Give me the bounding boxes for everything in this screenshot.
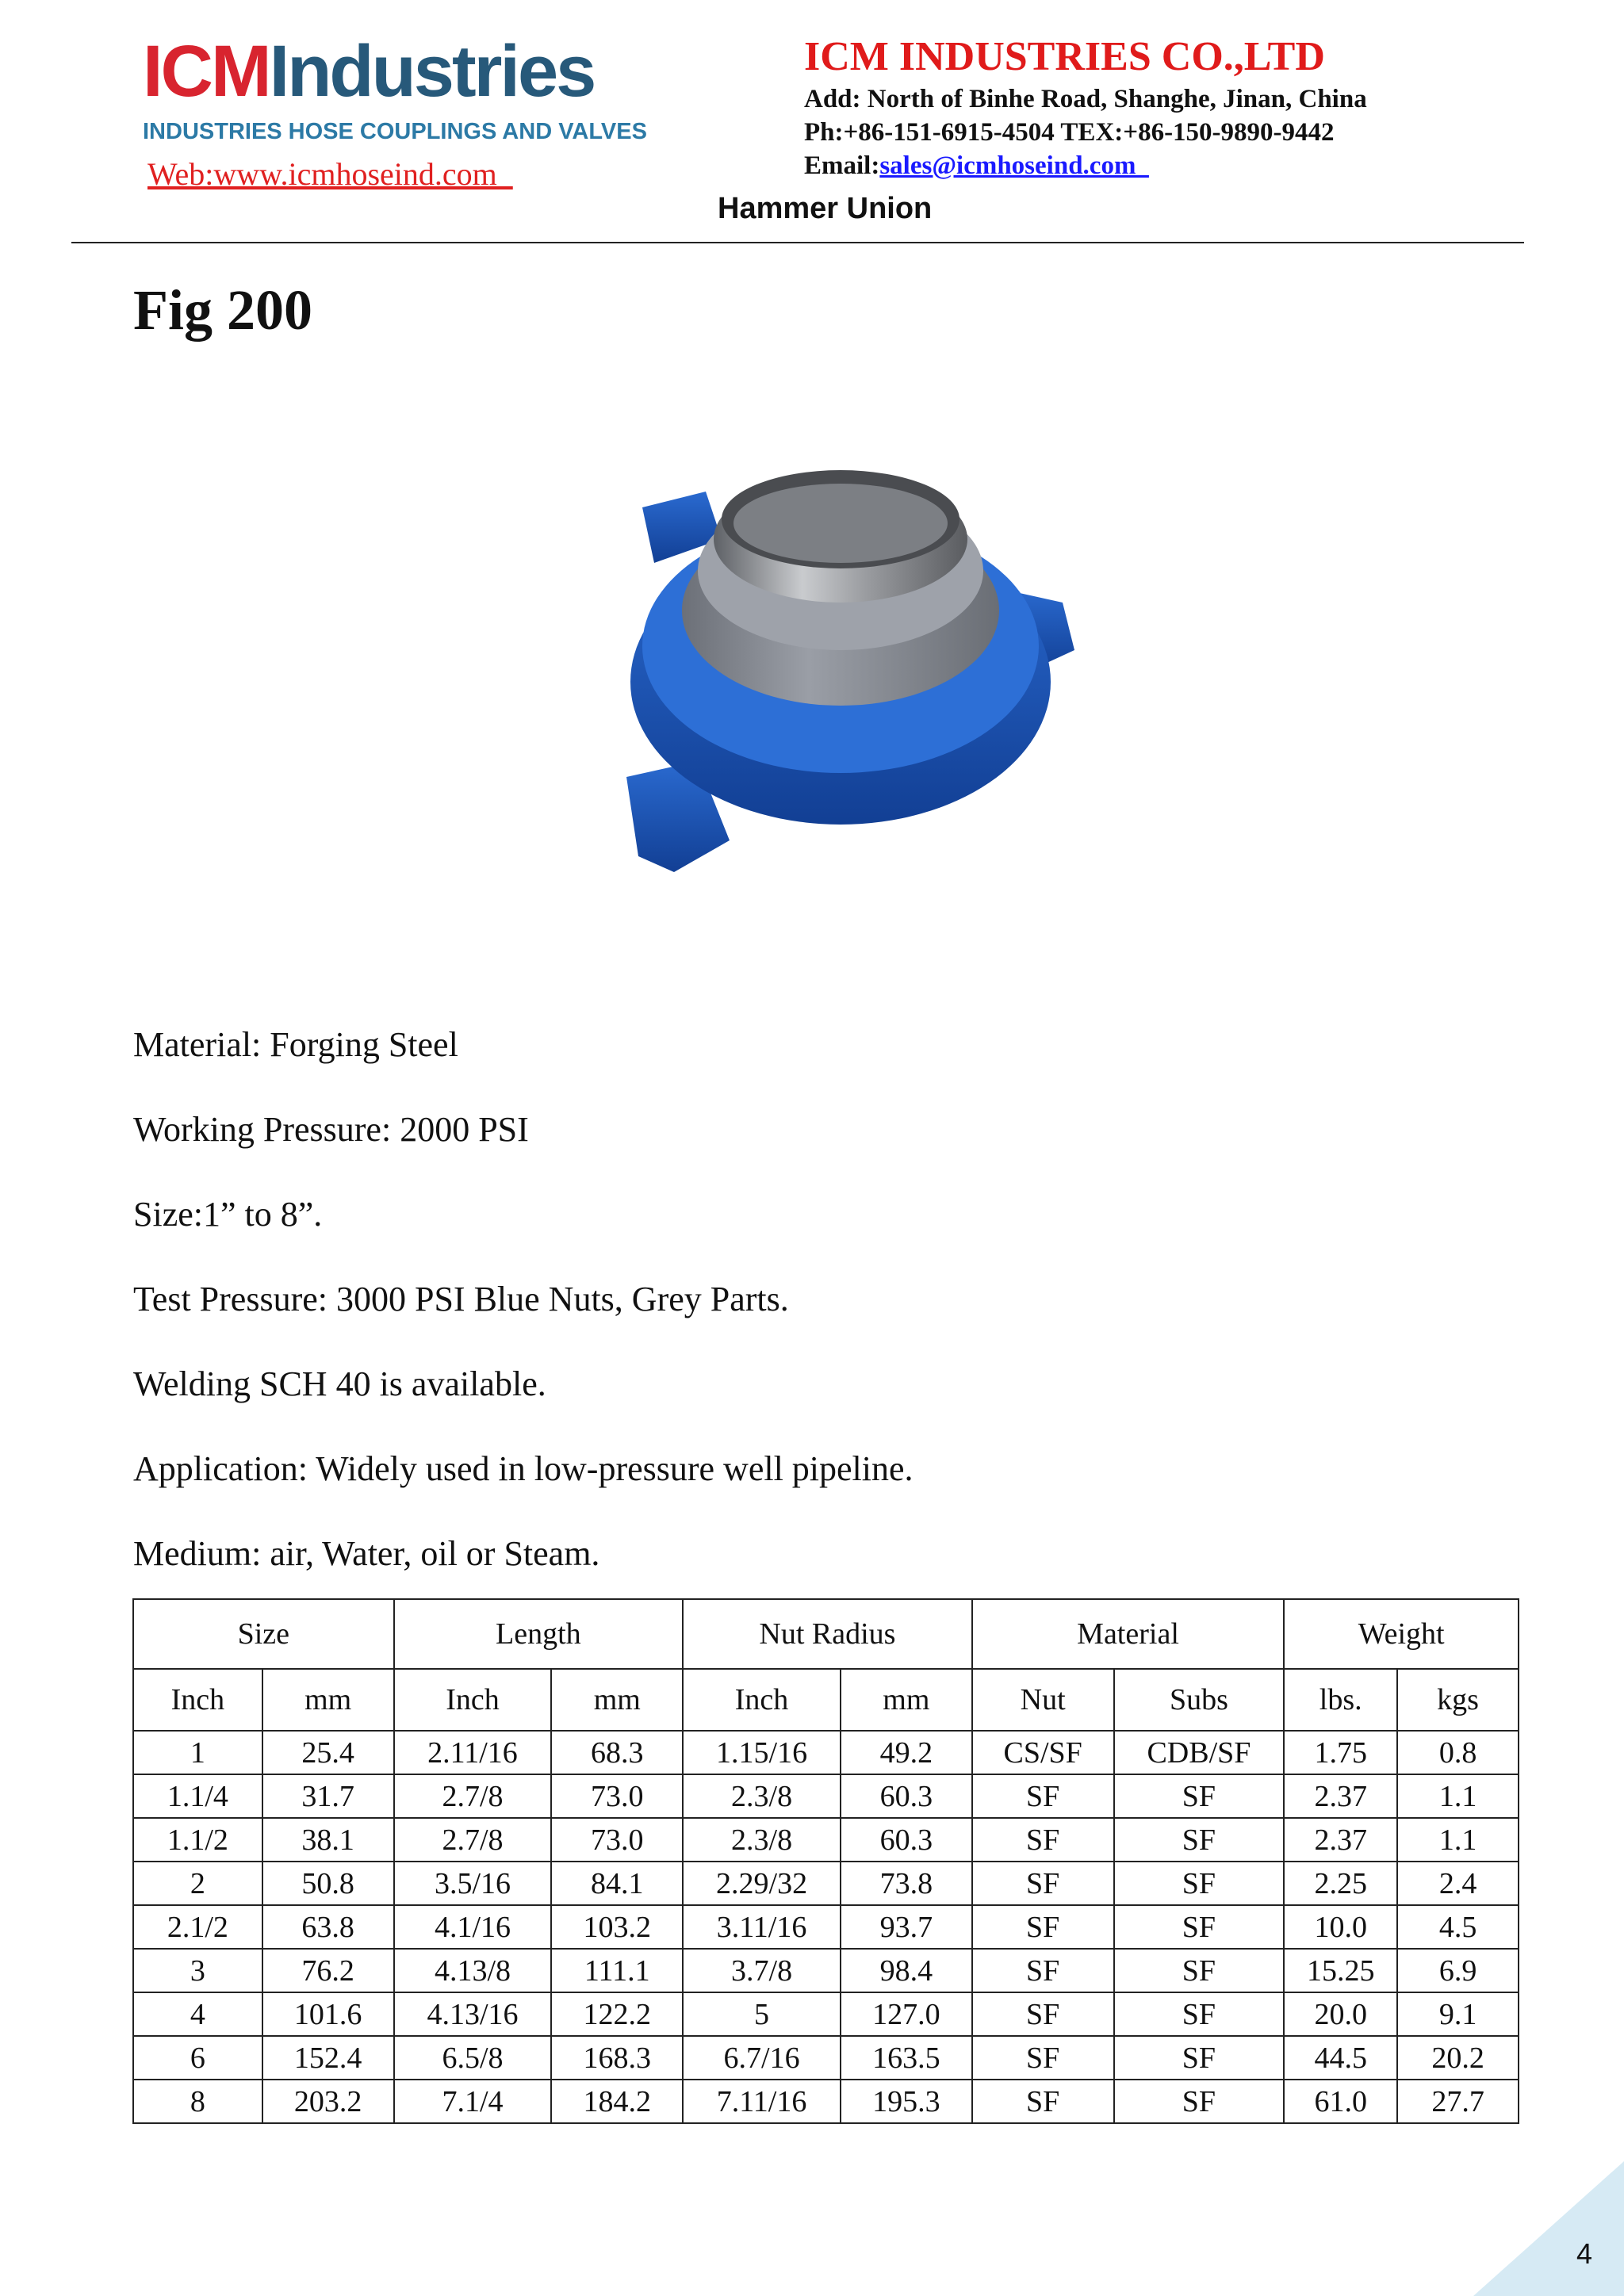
- table-cell: 20.2: [1397, 2036, 1519, 2080]
- table-cell: 101.6: [262, 1992, 394, 2036]
- logo-tagline: INDUSTRIES HOSE COUPLINGS AND VALVES: [143, 119, 647, 144]
- table-cell: 93.7: [841, 1905, 972, 1949]
- table-cell: 2.3/8: [683, 1818, 841, 1862]
- page-number: 4: [1576, 2237, 1593, 2270]
- group-header-material: Material: [972, 1599, 1285, 1669]
- table-cell: 2.3/8: [683, 1774, 841, 1818]
- table-cell: 2.4: [1397, 1862, 1519, 1905]
- hammer-union-photo: [579, 444, 1110, 920]
- table-cell: 4.5: [1397, 1905, 1519, 1949]
- table-cell: SF: [1114, 1862, 1285, 1905]
- table-cell: 2.1/2: [133, 1905, 262, 1949]
- table-cell: 1.1: [1397, 1774, 1519, 1818]
- subheader-subs: Subs: [1114, 1669, 1285, 1731]
- table-cell: 68.3: [551, 1731, 683, 1774]
- header-divider: [71, 242, 1524, 243]
- company-logo: [143, 31, 647, 145]
- table-cell: 2.7/8: [394, 1818, 552, 1862]
- table-cell: SF: [972, 1905, 1114, 1949]
- table-cell: 4.13/16: [394, 1992, 552, 2036]
- company-name: ICM INDUSTRIES CO.,LTD: [804, 34, 1325, 79]
- spec-size: Size:1” to 8”.: [133, 1195, 323, 1234]
- table-cell: 38.1: [262, 1818, 394, 1862]
- table-cell: 27.7: [1397, 2080, 1519, 2123]
- figure-title: Fig 200: [133, 278, 312, 342]
- table-cell: 73.8: [841, 1862, 972, 1905]
- table-cell: 60.3: [841, 1818, 972, 1862]
- table-cell: 1.15/16: [683, 1731, 841, 1774]
- table-row: [133, 1992, 1519, 2036]
- page-corner-decoration: [1473, 2161, 1624, 2296]
- table-row: [133, 1862, 1519, 1905]
- spec-medium: Medium: air, Water, oil or Steam.: [133, 1534, 600, 1573]
- subheader-lbs: lbs.: [1284, 1669, 1397, 1731]
- table-cell: 1.1/2: [133, 1818, 262, 1862]
- table-row: [133, 2036, 1519, 2080]
- table-cell: SF: [1114, 2036, 1285, 2080]
- table-cell: 127.0: [841, 1992, 972, 2036]
- logo-part-industries: Industries: [269, 31, 595, 112]
- table-cell: SF: [972, 1949, 1114, 1992]
- table-row: [133, 1774, 1519, 1818]
- table-cell: 49.2: [841, 1731, 972, 1774]
- table-cell: 7.11/16: [683, 2080, 841, 2123]
- table-cell: 50.8: [262, 1862, 394, 1905]
- spec-material: Material: Forging Steel: [133, 1025, 458, 1064]
- subheader-kgs: kgs: [1397, 1669, 1519, 1731]
- table-cell: 1.1: [1397, 1818, 1519, 1862]
- table-row: [133, 2080, 1519, 2123]
- table-cell: 10.0: [1284, 1905, 1397, 1949]
- table-cell: 73.0: [551, 1818, 683, 1862]
- table-cell: 20.0: [1284, 1992, 1397, 2036]
- dimensions-table: [132, 1598, 1519, 2124]
- table-cell: 2.7/8: [394, 1774, 552, 1818]
- table-cell: 163.5: [841, 2036, 972, 2080]
- table-cell: 4.13/8: [394, 1949, 552, 1992]
- table-cell: 4.1/16: [394, 1905, 552, 1949]
- table-cell: 184.2: [551, 2080, 683, 2123]
- table-cell: 3.11/16: [683, 1905, 841, 1949]
- table-cell: 7.1/4: [394, 2080, 552, 2123]
- document-title: Hammer Union: [718, 192, 933, 225]
- table-cell: 2.37: [1284, 1774, 1397, 1818]
- table-cell: 2.11/16: [394, 1731, 552, 1774]
- spec-welding: Welding SCH 40 is available.: [133, 1364, 546, 1403]
- company-phone: Ph:+86-151-6915-4504 TEX:+86-150-9890-9442: [804, 118, 1335, 147]
- table-cell: 3: [133, 1949, 262, 1992]
- table-cell: 1.1/4: [133, 1774, 262, 1818]
- table-cell: 2: [133, 1862, 262, 1905]
- table-cell: 203.2: [262, 2080, 394, 2123]
- table-row: [133, 1818, 1519, 1862]
- table-cell: 8: [133, 2080, 262, 2123]
- table-cell: 2.25: [1284, 1862, 1397, 1905]
- logo-wordmark: [143, 32, 634, 111]
- subheader-size-mm: mm: [262, 1669, 394, 1731]
- table-group-header: [133, 1599, 1519, 1669]
- email-label: Email:: [804, 151, 880, 180]
- website-link[interactable]: Web:www.icmhoseind.com: [147, 156, 513, 192]
- table-cell: SF: [1114, 1949, 1285, 1992]
- table-row: [133, 1905, 1519, 1949]
- table-cell: SF: [972, 2080, 1114, 2123]
- table-cell: SF: [972, 1862, 1114, 1905]
- table-cell: 84.1: [551, 1862, 683, 1905]
- table-cell: 73.0: [551, 1774, 683, 1818]
- table-cell: 5: [683, 1992, 841, 2036]
- company-email-line: [804, 149, 1367, 182]
- table-cell: 2.29/32: [683, 1862, 841, 1905]
- table-cell: SF: [1114, 1774, 1285, 1818]
- subheader-length-inch: Inch: [394, 1669, 552, 1731]
- table-sub-header: [133, 1669, 1519, 1731]
- logo-part-icm: ICM: [143, 31, 270, 112]
- spec-test-pressure: Test Pressure: 3000 PSI Blue Nuts, Grey Parts.: [133, 1280, 789, 1318]
- table-cell: SF: [1114, 2080, 1285, 2123]
- spec-working-pressure: Working Pressure: 2000 PSI: [133, 1110, 529, 1149]
- table-cell: 152.4: [262, 2036, 394, 2080]
- group-header-nut-radius: Nut Radius: [683, 1599, 972, 1669]
- table-cell: 122.2: [551, 1992, 683, 2036]
- table-cell: 6.5/8: [394, 2036, 552, 2080]
- table-cell: 103.2: [551, 1905, 683, 1949]
- email-link[interactable]: sales@icmhoseind.com: [879, 151, 1149, 180]
- subheader-size-inch: Inch: [133, 1669, 262, 1731]
- table-cell: 6: [133, 2036, 262, 2080]
- table-cell: 25.4: [262, 1731, 394, 1774]
- table-cell: 76.2: [262, 1949, 394, 1992]
- company-address: Add: North of Binhe Road, Shanghe, Jinan, China: [804, 85, 1367, 113]
- table-cell: 4: [133, 1992, 262, 2036]
- table-cell: 1.75: [1284, 1731, 1397, 1774]
- table-cell: SF: [972, 1774, 1114, 1818]
- group-header-size: Size: [133, 1599, 394, 1669]
- table-cell: 6.7/16: [683, 2036, 841, 2080]
- table-cell: 15.25: [1284, 1949, 1397, 1992]
- subheader-nut: Nut: [972, 1669, 1114, 1731]
- table-cell: 44.5: [1284, 2036, 1397, 2080]
- table-row: [133, 1731, 1519, 1774]
- group-header-length: Length: [394, 1599, 684, 1669]
- subheader-radius-inch: Inch: [683, 1669, 841, 1731]
- table-cell: 195.3: [841, 2080, 972, 2123]
- company-contact-block: [804, 32, 1367, 182]
- spec-application: Application: Widely used in low-pressure well pipeline.: [133, 1449, 914, 1488]
- table-cell: 168.3: [551, 2036, 683, 2080]
- subheader-radius-mm: mm: [841, 1669, 972, 1731]
- group-header-weight: Weight: [1284, 1599, 1519, 1669]
- table-cell: 1: [133, 1731, 262, 1774]
- table-cell: 98.4: [841, 1949, 972, 1992]
- table-cell: CS/SF: [972, 1731, 1114, 1774]
- subheader-length-mm: mm: [551, 1669, 683, 1731]
- table-cell: 63.8: [262, 1905, 394, 1949]
- table-cell: SF: [972, 2036, 1114, 2080]
- table-cell: CDB/SF: [1114, 1731, 1285, 1774]
- table-cell: 6.9: [1397, 1949, 1519, 1992]
- table-cell: 31.7: [262, 1774, 394, 1818]
- specs-list: [133, 1023, 914, 1617]
- table-cell: 111.1: [551, 1949, 683, 1992]
- table-cell: SF: [972, 1818, 1114, 1862]
- table-cell: SF: [1114, 1992, 1285, 2036]
- table-row: [133, 1949, 1519, 1992]
- table-cell: 3.7/8: [683, 1949, 841, 1992]
- table-cell: SF: [972, 1992, 1114, 2036]
- table-cell: 2.37: [1284, 1818, 1397, 1862]
- table-cell: SF: [1114, 1818, 1285, 1862]
- table-cell: 0.8: [1397, 1731, 1519, 1774]
- table-cell: 61.0: [1284, 2080, 1397, 2123]
- table-cell: 60.3: [841, 1774, 972, 1818]
- table-cell: SF: [1114, 1905, 1285, 1949]
- table-cell: 3.5/16: [394, 1862, 552, 1905]
- table-cell: 9.1: [1397, 1992, 1519, 2036]
